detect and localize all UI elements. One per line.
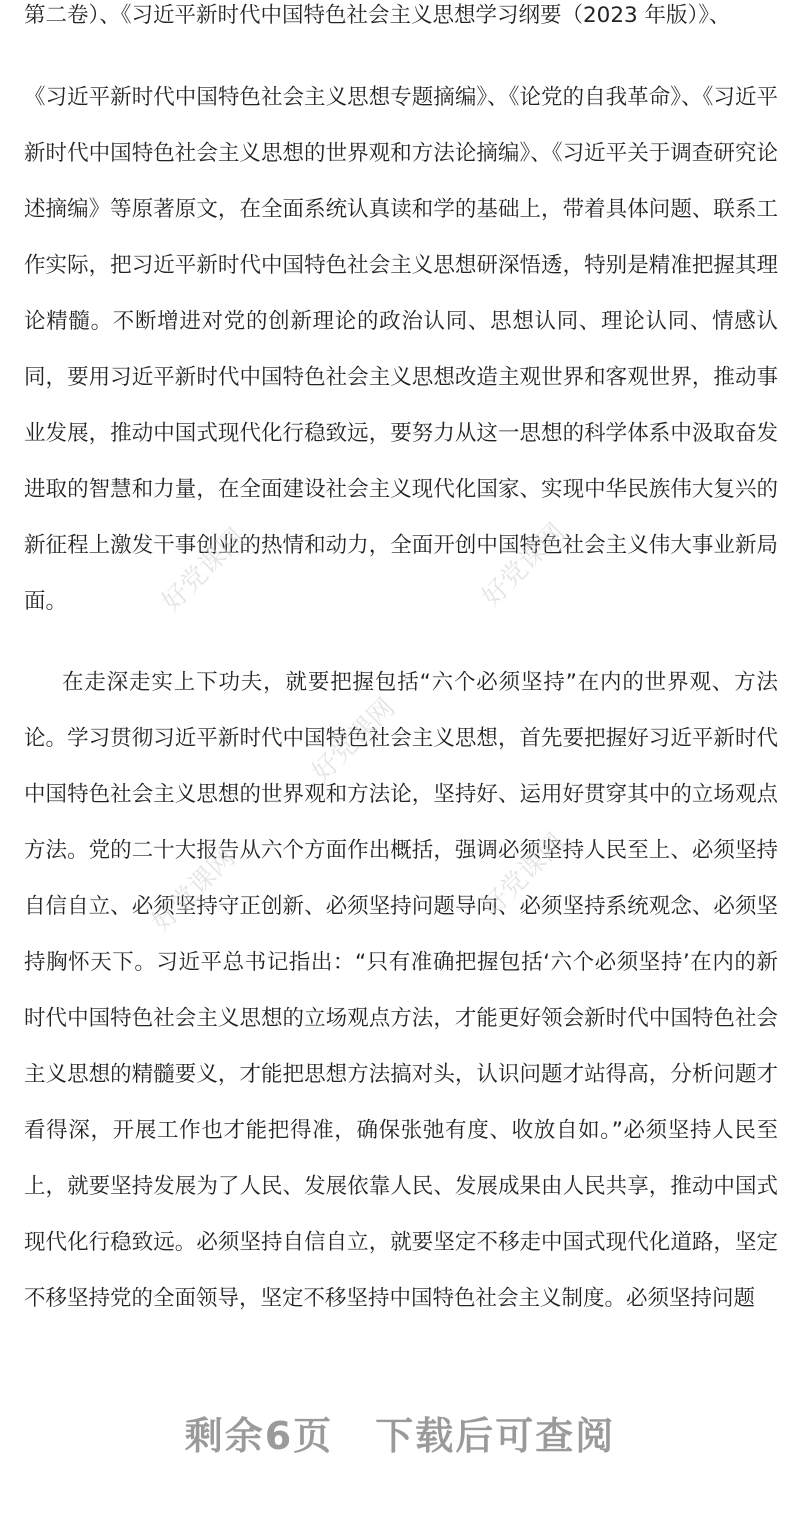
watermark-text: 好党课网: [156, 522, 252, 618]
paragraph-study-originals: 《习近平新时代中国特色社会主义思想专题摘编》、《论党的自我革命》、《习近平新时代中国特色社会主义思想的世界观和方法论摘编》、《习近平关于调查研究论述摘编》等原著原文，在全面系统认真读和学的基础上，带着具体问题、联系工作实际，把习近平新时代中国特色社会主义思想研深悟透，特别是精准把握其理论精髓。不断增进对党的创新理论的政治认同、思想认同、理论认同、情感认同，要用习近平新时代中国特色社会主义思想改造主观世界和客观世界，推动事业发展，推动中国式现代化行稳致远，要努力从这一思想的科学体系中汲取奋发进取的智慧和力量，在全面建设社会主义现代化国家、实现中华民族伟大复兴的新征程上激发干事创业的热情和动力，全面开创中国特色社会主义伟大事业新局面。: [24, 85, 778, 614]
download-prompt[interactable]: [0, 1405, 800, 1460]
download-to-view-label: 下载后可查阅: [375, 1414, 616, 1458]
remaining-pages-label: 剩余6页: [184, 1414, 334, 1458]
watermark-text: 好党课网: [476, 517, 572, 613]
watermark-text: 好党课网: [306, 692, 402, 788]
paragraph-six-musts: 在走深走实上下功夫，就要把握包括“六个必须坚持”在内的世界观、方法论。学习贯彻习近平新时代中国特色社会主义思想，首先要把握好习近平新时代中国特色社会主义思想的世界观和方法论，坚持好、运用好贯穿其中的立场观点方法。党的二十大报告从六个方面作出概括，强调必须坚持人民至上、必须坚持自信自立、必须坚持守正创新、必须坚持问题导向、必须坚持系统观念、必须坚持胸怀天下。习近平总书记指出：“只有准确把握包括‘六个必须坚持’在内的新时代中国特色社会主义思想的立场观点方法，才能更好领会新时代中国特色社会主义思想的精髓要义，才能把思想方法搞对头，认识问题才站得高，分析问题才看得深，开展工作也才能把得准，确保张弛有度、收放自如。”必须坚持人民至上，就要坚持发展为了人民、发展依靠人民、发展成果由人民共享，推动中国式现代化行稳致远。必须坚持自信自立，就要坚定不移走中国式现代化道路，坚定不移坚持党的全面领导，坚定不移坚持中国特色社会主义制度。必须坚持问题: [24, 670, 778, 1311]
paragraph-continuation: 第二卷）、《习近平新时代中国特色社会主义思想学习纲要（2023 年版）》、: [24, 3, 731, 28]
watermark-text: 好党课网: [146, 842, 242, 938]
watermark-text: 好党课网: [476, 827, 572, 923]
